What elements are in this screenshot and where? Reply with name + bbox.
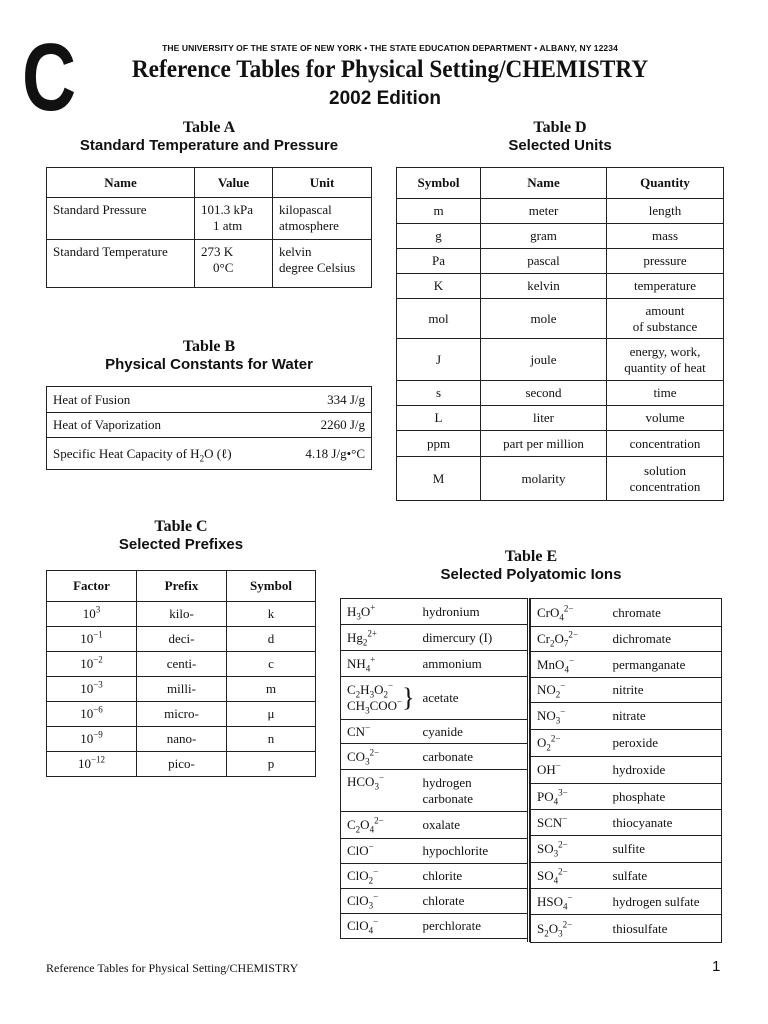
- factor-exponent: −12: [90, 754, 106, 765]
- table-a-header-unit: Unit: [273, 168, 372, 198]
- table-d-cell-quantity: [607, 339, 724, 381]
- edition-label: 2002 Edition: [329, 88, 441, 109]
- table-row: [47, 752, 316, 777]
- ion-name: hydrogen sulfate: [607, 889, 722, 915]
- table-row: [341, 770, 528, 812]
- table-c-caption: [46, 518, 316, 554]
- table-row: [341, 839, 528, 864]
- table-d-cell-quantity: pressure: [607, 249, 724, 274]
- table-c-cell-symbol: n: [227, 727, 316, 752]
- ion-formula: $C_2O_4^{2-}$: [341, 812, 417, 839]
- table-d-cell-quantity: length: [607, 199, 724, 224]
- table-c-cell-factor: [47, 677, 137, 702]
- table-c-cell-prefix: deci-: [137, 627, 227, 652]
- ion-name: peroxide: [607, 730, 722, 757]
- factor-exponent: 3: [95, 604, 101, 615]
- ion-name: hypochlorite: [417, 839, 528, 864]
- quantity-line: concentration: [629, 478, 701, 494]
- table-c-cell-factor: [47, 627, 137, 652]
- table-d-cell-name: joule: [481, 339, 607, 381]
- table-c-cell-prefix: nano-: [137, 727, 227, 752]
- table-row: [397, 431, 724, 457]
- ion-name: carbonate: [417, 744, 528, 770]
- ion-name: hydrogen carbonate: [417, 770, 528, 812]
- table-d-cell-name: gram: [481, 224, 607, 249]
- factor-base: 10: [82, 606, 96, 621]
- factor-exponent: −3: [93, 679, 103, 690]
- ion-name: sulfate: [607, 863, 722, 889]
- table-a-cell-unit: [273, 198, 372, 240]
- table-row: [397, 406, 724, 431]
- table-row: [531, 627, 722, 652]
- ion-formula: ClO$_3$−: [341, 889, 417, 914]
- table-b-cell-name: Heat of Vaporization: [47, 413, 283, 438]
- table-d-header-quantity: Quantity: [607, 168, 724, 199]
- table-row: [341, 720, 528, 744]
- table-row: [341, 677, 528, 720]
- table-c-cell-prefix: centi-: [137, 652, 227, 677]
- table-row: [47, 677, 316, 702]
- table-c-cell-prefix: milli-: [137, 677, 227, 702]
- table-e-right: [530, 598, 722, 943]
- table-d-cell-name: meter: [481, 199, 607, 224]
- table-d: [396, 167, 724, 501]
- table-row: [531, 784, 722, 810]
- ion-formula: ClO−: [341, 839, 417, 864]
- table-d-cell-symbol: mol: [397, 299, 481, 339]
- table-d-cell-symbol: g: [397, 224, 481, 249]
- factor-base: 10: [80, 656, 94, 671]
- ion-formula: $SO_4^{2-}$: [531, 863, 607, 889]
- factor-base: 10: [80, 681, 94, 696]
- table-d-cell-quantity: concentration: [607, 431, 724, 457]
- table-d-cell-symbol: J: [397, 339, 481, 381]
- table-d-cell-symbol: s: [397, 381, 481, 406]
- ion-formula: $Cr_2O_7^{2-}$: [531, 627, 607, 652]
- table-e-caption: [340, 548, 722, 584]
- table-row: [47, 627, 316, 652]
- ion-formula: ClO$_2$−: [341, 864, 417, 889]
- table-c-title: Selected Prefixes: [118, 536, 244, 553]
- factor-exponent: −1: [93, 629, 103, 640]
- table-d-cell-symbol: m: [397, 199, 481, 224]
- table-c-cell-symbol: k: [227, 602, 316, 627]
- table-d-caption: [396, 119, 724, 155]
- ion-formula: $NH_4^+$: [341, 651, 417, 677]
- table-row: [47, 413, 372, 438]
- table-a-number: Table A: [182, 119, 236, 136]
- table-row: [47, 652, 316, 677]
- ion-formula: $NO_2^-$: [531, 678, 607, 703]
- ion-name: thiosulfate: [607, 915, 722, 943]
- table-e-left: [340, 598, 528, 939]
- table-c-number: Table C: [154, 518, 208, 535]
- ion-formula: CrO$_4^{2-}$: [531, 599, 607, 627]
- table-b-cell-name: Heat of Fusion: [47, 387, 283, 413]
- table-row: [531, 810, 722, 836]
- table-row: [531, 703, 722, 730]
- table-c-cell-symbol: m: [227, 677, 316, 702]
- table-b-caption: [46, 338, 372, 374]
- value-line: 1 atm: [213, 218, 243, 233]
- exam-letter: C: [22, 24, 77, 131]
- table-d-cell-quantity: [607, 299, 724, 339]
- table-a: [46, 167, 372, 288]
- page-title: Reference Tables for Physical Setting/CHEMISTRY: [131, 56, 649, 83]
- table-row: [341, 625, 528, 651]
- ion-formula: $HCO_3^-$: [341, 770, 417, 812]
- ion-name: phosphate: [607, 784, 722, 810]
- ion-formula: $O_2^{2-}$: [531, 730, 607, 757]
- ion-name: chlorate: [417, 889, 528, 914]
- ion-name: permanganate: [607, 652, 722, 678]
- unit-line: atmosphere: [279, 218, 339, 233]
- table-d-cell-name: mole: [481, 299, 607, 339]
- table-row: [531, 915, 722, 943]
- table-d-cell-name: molarity: [481, 457, 607, 501]
- table-b-cell-value: 4.18 J/g•°C: [282, 438, 371, 470]
- table-row: [531, 730, 722, 757]
- table-d-number: Table D: [533, 119, 587, 136]
- factor-base: 10: [80, 706, 94, 721]
- table-d-cell-quantity: volume: [607, 406, 724, 431]
- ion-formula: ClO$_4$−: [341, 914, 417, 939]
- table-a-caption: [46, 119, 372, 155]
- ion-formula: CN−: [341, 720, 417, 744]
- table-row: [341, 864, 528, 889]
- table-c-header-prefix: Prefix: [137, 571, 227, 602]
- table-row: [341, 914, 528, 939]
- page-number: 1: [712, 958, 721, 975]
- university-line: THE UNIVERSITY OF THE STATE OF NEW YORK • THE STATE EDUCATION DEPARTMENT • ALBANY, NY 12234: [162, 43, 618, 53]
- ion-formula: MnO$_4$−: [531, 652, 607, 678]
- ion-formula: $H_3O^+$: [341, 599, 417, 625]
- quantity-line: solution: [644, 462, 686, 478]
- table-c-cell-prefix: kilo-: [137, 602, 227, 627]
- table-row: [47, 387, 372, 413]
- ion-name: nitrite: [607, 678, 722, 703]
- table-row: [47, 702, 316, 727]
- value-line: 0°C: [213, 260, 234, 275]
- table-a-header-name: Name: [47, 168, 195, 198]
- table-row: [397, 381, 724, 406]
- table-d-cell-symbol: ppm: [397, 431, 481, 457]
- factor-base: 10: [80, 731, 94, 746]
- table-c-cell-prefix: micro-: [137, 702, 227, 727]
- table-c-cell-factor: [47, 602, 137, 627]
- ion-name: sulfite: [607, 836, 722, 863]
- table-c-cell-factor: [47, 752, 137, 777]
- table-row: [397, 199, 724, 224]
- table-c-cell-symbol: c: [227, 652, 316, 677]
- table-row: [341, 651, 528, 677]
- ion-name: chlorite: [417, 864, 528, 889]
- table-b-cell-value: 2260 J/g: [282, 413, 371, 438]
- table-c-header-factor: Factor: [47, 571, 137, 602]
- unit-line: kilopascal: [279, 202, 332, 217]
- table-row: [341, 599, 528, 625]
- brace-icon: }: [402, 683, 415, 712]
- table-row: [397, 249, 724, 274]
- ion-name: perchlorate: [417, 914, 528, 939]
- ion-name: dichromate: [607, 627, 722, 652]
- table-b-cell-value: 334 J/g: [282, 387, 371, 413]
- table-row: [397, 224, 724, 249]
- ion-name: chromate: [607, 599, 722, 627]
- table-row: [531, 863, 722, 889]
- table-row: [341, 889, 528, 914]
- table-row: [47, 727, 316, 752]
- unit-line: degree Celsius: [279, 260, 356, 275]
- table-row: [47, 240, 372, 288]
- table-row: [397, 299, 724, 339]
- table-row: [341, 812, 528, 839]
- ion-formula: $S_2O_3^{2-}$: [531, 915, 607, 943]
- table-c-cell-symbol: d: [227, 627, 316, 652]
- table-b-number: Table B: [182, 338, 236, 355]
- table-d-header-symbol: Symbol: [397, 168, 481, 199]
- table-d-cell-name: liter: [481, 406, 607, 431]
- table-row: [531, 652, 722, 678]
- table-row: [47, 438, 372, 470]
- table-d-cell-symbol: K: [397, 274, 481, 299]
- ion-formula: SCN−: [531, 810, 607, 836]
- table-a-header-value: Value: [195, 168, 273, 198]
- table-d-cell-quantity: time: [607, 381, 724, 406]
- table-a-cell-unit: [273, 240, 372, 288]
- table-a-cell-name: Standard Temperature: [47, 240, 195, 288]
- table-d-cell-symbol: M: [397, 457, 481, 501]
- table-row: [531, 678, 722, 703]
- table-d-cell-quantity: mass: [607, 224, 724, 249]
- ion-formula: $HSO_4^-$: [531, 889, 607, 915]
- table-a-cell-name: Standard Pressure: [47, 198, 195, 240]
- table-d-cell-symbol: L: [397, 406, 481, 431]
- ion-name: hydroxide: [607, 757, 722, 784]
- table-d-cell-name: second: [481, 381, 607, 406]
- table-c-header-symbol: Symbol: [227, 571, 316, 602]
- table-row: [397, 457, 724, 501]
- ion-name: ammonium: [417, 651, 528, 677]
- ion-formula: $PO_4^{3-}$: [531, 784, 607, 810]
- factor-exponent: −6: [93, 704, 103, 715]
- table-d-cell-name: pascal: [481, 249, 607, 274]
- table-row: [47, 198, 372, 240]
- table-c-cell-factor: [47, 652, 137, 677]
- table-c-cell-factor: [47, 727, 137, 752]
- table-c-cell-prefix: pico-: [137, 752, 227, 777]
- ion-name: hydronium: [417, 599, 528, 625]
- table-d-cell-quantity: [607, 457, 724, 501]
- ion-formula: $Hg_2^{2+}$: [341, 625, 417, 651]
- ion-formula: $NO_3^-$: [531, 703, 607, 730]
- factor-exponent: −9: [93, 729, 103, 740]
- ion-formula: $CO_3^{2-}$: [341, 744, 417, 770]
- ion-name: cyanide: [417, 720, 528, 744]
- ion-name: oxalate: [417, 812, 528, 839]
- ion-formula: OH−: [531, 757, 607, 784]
- table-b-cell-name: Specific Heat Capacity of $H_2O$ (ℓ): [47, 438, 283, 470]
- table-row: [531, 836, 722, 863]
- ion-formula: $C_2H_3O_2^-$ $CH_3COO^-$}: [341, 677, 417, 720]
- table-c-cell-factor: [47, 702, 137, 727]
- ion-name: acetate: [417, 677, 528, 720]
- ion-name: dimercury (I): [417, 625, 528, 651]
- table-row: [531, 599, 722, 627]
- table-b: [46, 386, 372, 470]
- table-d-title: Selected Units: [508, 137, 612, 154]
- table-c: [46, 570, 316, 777]
- table-e-title: Selected Polyatomic Ions: [440, 566, 622, 583]
- table-e-number: Table E: [504, 548, 558, 565]
- value-line: 101.3 kPa: [201, 202, 253, 217]
- table-d-cell-name: part per million: [481, 431, 607, 457]
- ion-name: thiocyanate: [607, 810, 722, 836]
- table-d-header-name: Name: [481, 168, 607, 199]
- footer-title: Reference Tables for Physical Setting/CHEMISTRY: [46, 961, 299, 975]
- ion-formula: $SO_3^{2-}$: [531, 836, 607, 863]
- table-a-cell-value: [195, 198, 273, 240]
- table-a-title: Standard Temperature and Pressure: [79, 137, 339, 154]
- quantity-line: quantity of heat: [624, 359, 706, 375]
- factor-base: 10: [77, 756, 91, 771]
- value-line: 273 K: [201, 244, 234, 259]
- table-b-title: Physical Constants for Water: [105, 356, 313, 373]
- table-d-cell-symbol: Pa: [397, 249, 481, 274]
- factor-base: 10: [80, 631, 94, 646]
- table-a-cell-value: [195, 240, 273, 288]
- table-d-cell-name: kelvin: [481, 274, 607, 299]
- ion-name: nitrate: [607, 703, 722, 730]
- quantity-line: energy, work,: [629, 343, 701, 359]
- unit-line: kelvin: [279, 244, 312, 259]
- quantity-line: of substance: [632, 318, 698, 334]
- table-d-cell-quantity: temperature: [607, 274, 724, 299]
- quantity-line: amount: [645, 302, 685, 318]
- table-row: [341, 744, 528, 770]
- table-row: [397, 339, 724, 381]
- table-c-cell-symbol: μ: [227, 702, 316, 727]
- table-row: [531, 757, 722, 784]
- table-c-cell-symbol: p: [227, 752, 316, 777]
- table-row: [531, 889, 722, 915]
- table-row: [397, 274, 724, 299]
- table-row: [47, 602, 316, 627]
- factor-exponent: −2: [93, 654, 103, 665]
